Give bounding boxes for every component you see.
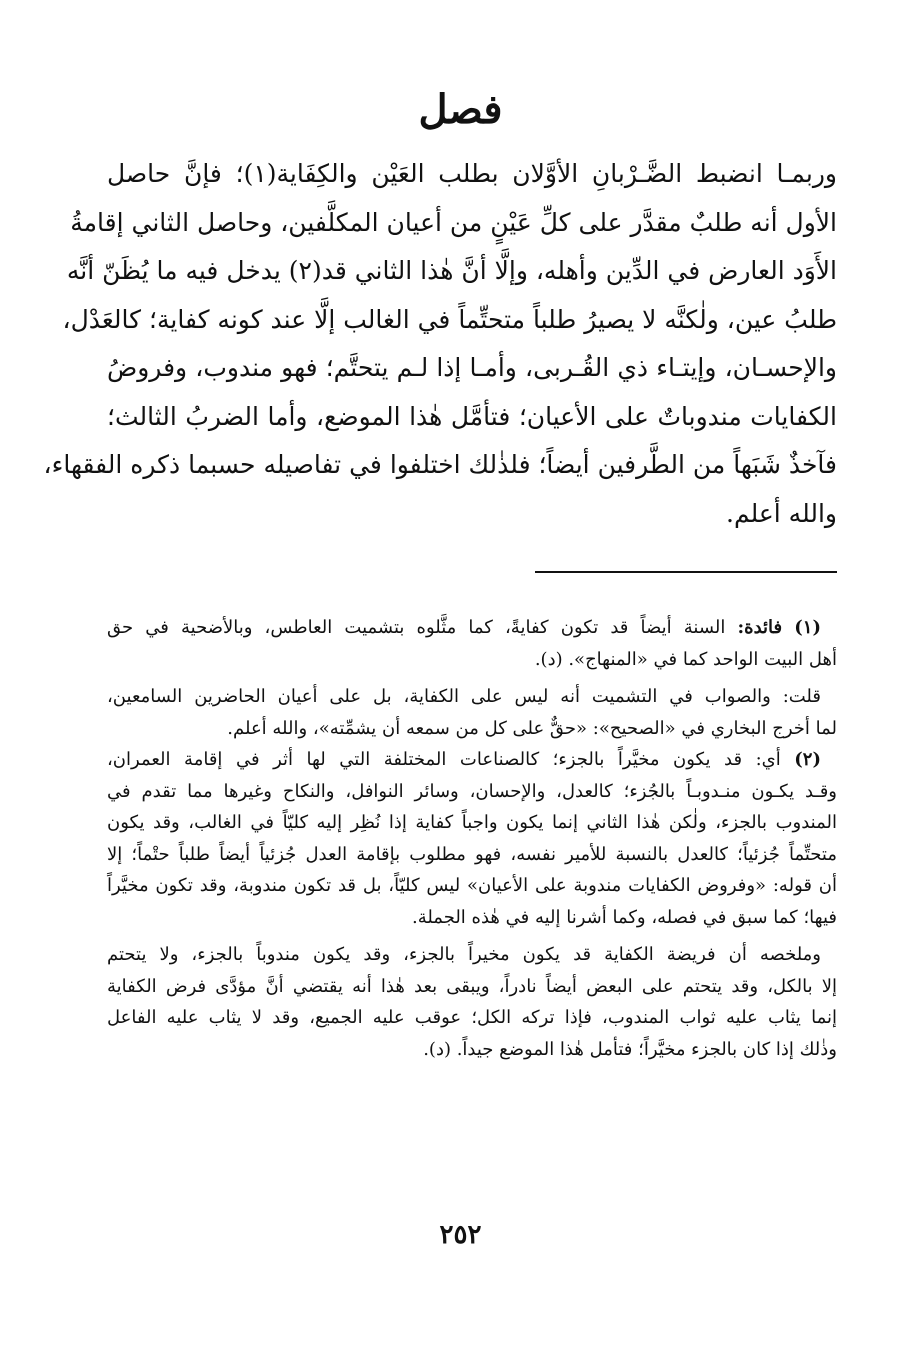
footnote-line: المندوب بالجزء، ولٰكن هٰذا الثاني إنما يكون واجباً كفاية إذا نُظِر إليه كليّاً في الغالب، وقد يكون <box>107 812 837 833</box>
main-line: والله أعلم. <box>726 498 837 528</box>
footnote-line: وذٰلك إذا كان بالجزء مخيَّراً؛ فتأمل هٰذا الموضع جيداً. (د). <box>423 1038 837 1060</box>
main-line: والإحسـان، وإيتـاء ذي القُـربى، وأمـا إذا لـم يتحتَّم؛ فهو مندوب، وفروضُ <box>107 353 837 382</box>
footnote-line: أن قوله: «وفروض الكفايات مندوبة على الأعيان» ليس كليّاً، بل قد تكون مندوبة، وقد تكون مخيَّراً <box>107 875 837 896</box>
footnote-text: أي: قد يكون مخيَّراً بالجزء؛ كالصناعات المختلفة التي لها أثر في إقامة العمران، <box>107 749 781 770</box>
footnote-text: السنة أيضاً قد تكون كفايةً، كما مثَّلوه بتشميت العاطس، وبالأضحية في حق <box>107 617 726 638</box>
footnote-line: فيها؛ كما سبق في فصله، وكما أشرنا إليه في هٰذه الجملة. <box>411 906 837 928</box>
footnote-line: إلا بالكل، وقد يتحتم على البعض أيضاً نادراً، ويبقى بعد هٰذا أنه يقتضي أنَّ مؤدَّى فرض الكفاية <box>107 975 837 997</box>
footnote-note <box>107 681 837 744</box>
footnote-line: لما أخرج البخاري في «الصحيح»: «حقٌّ على كل من سمعه أن يشمِّته»، والله أعلم. <box>227 717 837 739</box>
footnote-line <box>107 612 837 644</box>
footnote-line: متحتِّماً جُزئياً؛ كالعدل بالنسبة للأمير نفسه، فهو مطلوب بإقامة العدل جُزئياً أيضاً طلباً حتْماً؛ إلا <box>107 843 837 865</box>
main-line: طلبُ عين، ولٰكنَّه لا يصيرُ طلباً متحتِّماً في الغالب إلَّا عند كونه كفاية؛ كالعَدْل، <box>62 304 837 334</box>
section-heading: فصل <box>418 86 503 133</box>
footnote-number: (٢) <box>794 749 821 770</box>
main-line: فآخذٌ شَبَهاً من الطَّرفين أيضاً؛ فلذٰلك اختلفوا في تفاصيله حسبما ذكره الفقهاء، <box>43 450 837 479</box>
main-line: الأَوَد العارض في الدِّين وأهله، وإلَّا أنَّ هٰذا الثاني قد(٢) يدخل فيه ما يُظَنّ أنَّه <box>66 256 837 285</box>
main-line: الأول أنه طلبٌ مقدَّر على كلِّ عَيْنٍ من أعيان المكلَّفين، وحاصل الثاني إقامةُ <box>70 207 837 237</box>
footnote-line: أهل البيت الواحد كما في «المنهاج». (د). <box>534 648 837 670</box>
footnote-2 <box>107 744 837 933</box>
footnote-line <box>107 744 837 776</box>
footnote-line: إنما يثاب عليه ثواب المندوب، فإذا تركه الكل؛ عوقب عليه الجميع، وقد لا يثاب عليه الفاعل <box>107 1007 837 1028</box>
footnotes <box>107 612 837 1065</box>
footnote-line: قلت: والصواب في التشميت أنه ليس على الكفاية، بل على أعيان الحاضرين السامعين، <box>107 686 821 707</box>
main-line: وربمـا انضبط الضَّـرْبانِ الأوَّلان بطلب العَيْن والكِفَاية(١)؛ فإنَّ حاصل <box>107 159 837 188</box>
footnote-divider <box>535 571 837 573</box>
page-number: ٢٥٢ <box>439 1220 482 1250</box>
footnote-number: (١) <box>794 617 821 638</box>
footnote-label: فائدة: <box>737 617 783 638</box>
main-line: الكفايات مندوباتٌ على الأعيان؛ فتأمَّل هٰذا الموضع، وأما الضربُ الثالث؛ <box>107 401 837 431</box>
footnote-1 <box>107 612 837 675</box>
main-text <box>43 150 837 538</box>
footnote-line: وقـد يكـون منـدوبـاً بالجُزء؛ كالعدل، والإحسان، وسائر النوافل، والنكاح وغيرها مما تقدم في <box>107 780 837 802</box>
footnote-summary <box>107 939 837 1065</box>
footnote-line: وملخصه أن فريضة الكفاية قد يكون مخيراً بالجزء، وقد يكون مندوباً بالجزء، ولا يتحتم <box>107 944 821 965</box>
